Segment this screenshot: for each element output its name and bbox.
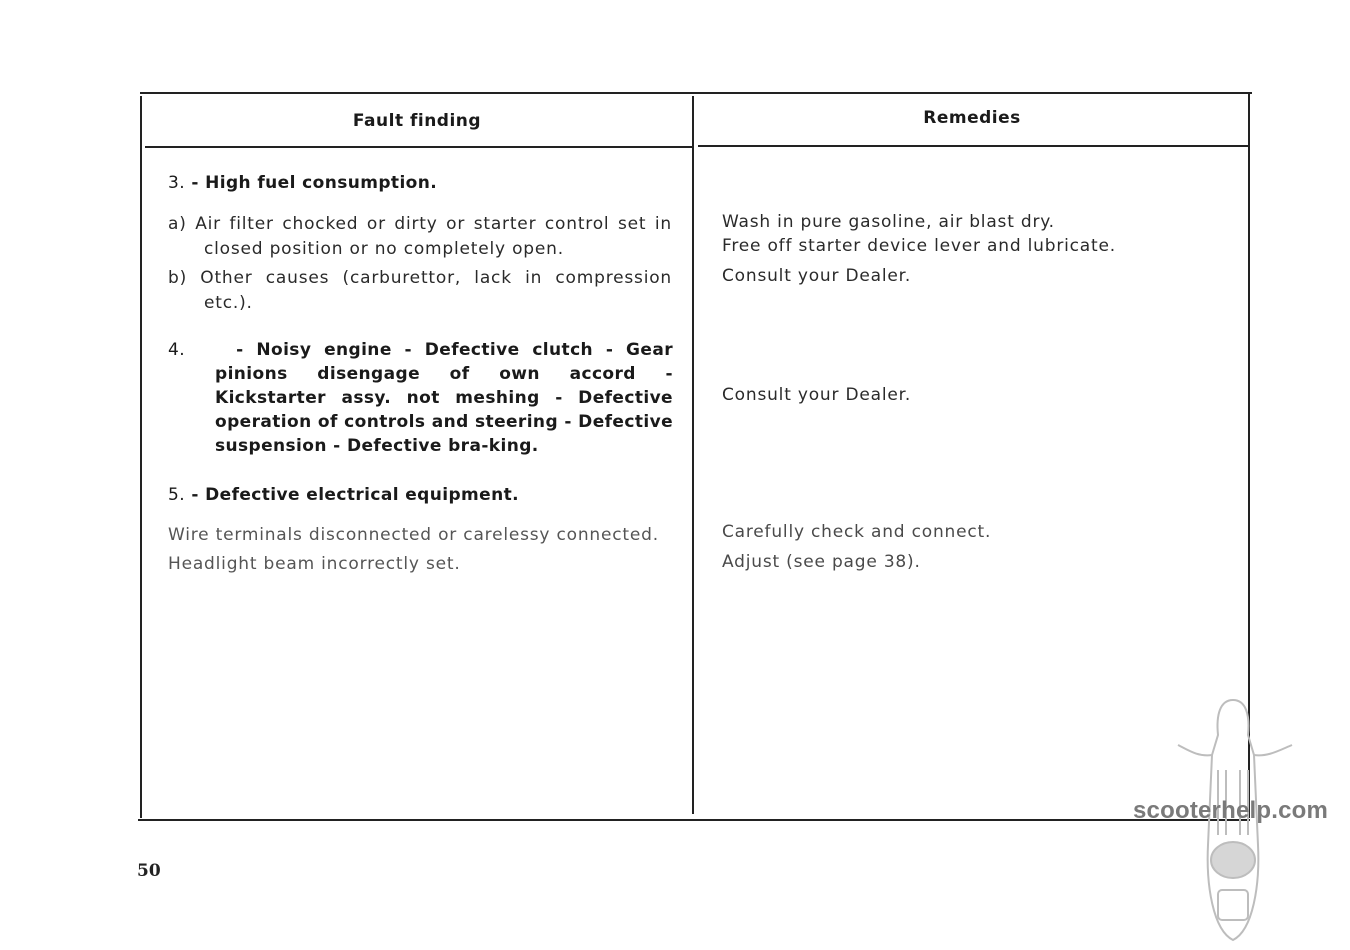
watermark-text: scooterhelp.com <box>1133 797 1329 824</box>
section-3-number: 3. <box>168 173 186 193</box>
section-4-title <box>168 338 673 458</box>
section-5-line-2: Headlight beam incorrectly set. <box>168 554 461 574</box>
remedy-3a-line-2: Free off starter device lever and lubricate. <box>722 236 1116 256</box>
remedy-4: Consult your Dealer. <box>722 385 912 405</box>
column-divider <box>692 96 694 814</box>
section-4-number: 4. <box>168 340 186 360</box>
remedy-5a: Carefully check and connect. <box>722 522 992 542</box>
section-5-title <box>168 483 673 507</box>
section-5-line-1: Wire terminals disconnected or carelessy connected. <box>168 525 659 545</box>
remedy-3b: Consult your Dealer. <box>722 266 912 286</box>
header-rule-right <box>698 145 1248 147</box>
frame-top-rule <box>140 92 1252 94</box>
section-3-title <box>168 171 673 195</box>
remedy-3a-line-1: Wash in pure gasoline, air blast dry. <box>722 212 1055 232</box>
header-rule-left <box>145 146 692 148</box>
section-3-item-b: b) Other causes (carburettor, lack in compression etc.). <box>168 268 672 313</box>
section-3-item-a: a) Air filter chocked or dirty or starter control set in closed position or no completely open. <box>168 214 672 259</box>
section-5-number: 5. <box>168 485 186 505</box>
section-5-heading: - Defective electrical equipment. <box>191 485 519 505</box>
remedy-5b: Adjust (see page 38). <box>722 552 921 572</box>
frame-left-rule <box>140 96 142 818</box>
remedies-header: Remedies <box>923 108 1021 128</box>
section-4-heading: - Noisy engine - Defective clutch - Gear pinions disengage of own accord - Kickstarter assy. not meshing - Defective operation of controls and steering - Defective suspension - Defective bra-king. <box>215 340 673 456</box>
fault-finding-header: Fault finding <box>352 111 482 131</box>
section-3-heading: - High fuel consumption. <box>191 173 438 193</box>
frame-bottom-rule <box>138 819 1250 821</box>
page-number: 50 <box>137 861 161 881</box>
